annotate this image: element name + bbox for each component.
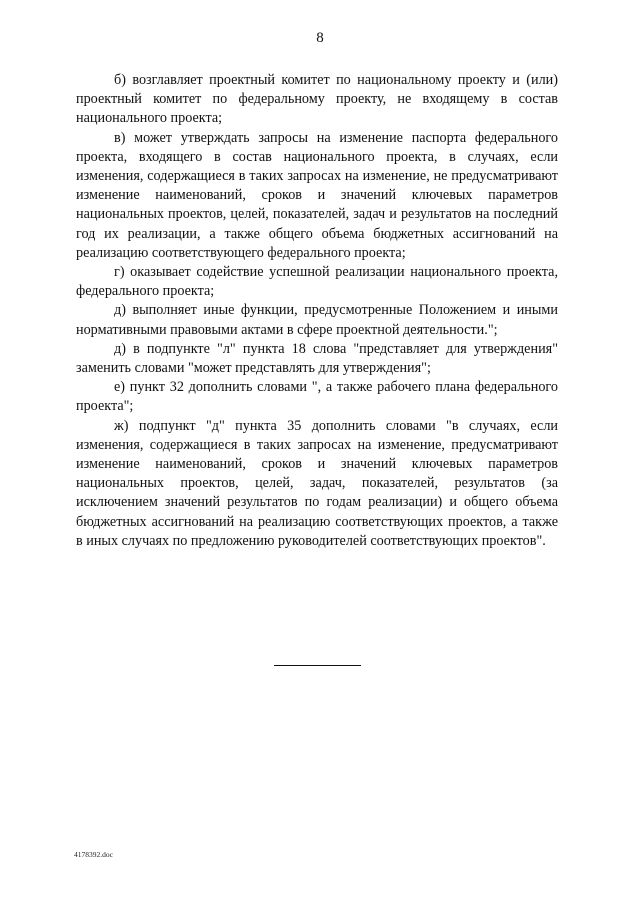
paragraph-zh: ж) подпункт "д" пункта 35 дополнить словами "в случаях, если изменения, содержащиеся в таких запросах на изменение, предусматривают изменение наименований, сроков и значений ключевых параметров национальных проектов, целей, задач, показателей, результатов (за исключением значений результатов по годам реализации) и общего объема бюджетных ассигнований на реализацию соответствующих проектов, а также в иных случаях по предложению руководителей соответствующих проектов". (76, 417, 558, 549)
file-reference: 4178392.doc (74, 850, 113, 859)
document-body (76, 71, 558, 551)
paragraph-v: в) может утверждать запросы на изменение паспорта федерального проекта, входящего в состав национального проекта, в случаях, если изменения, содержащиеся в таких запросах на изменение, не предусматривают изменение наименований, сроков и значений ключевых параметров национальных проектов, целей, показателей, задач и результатов на последний год их реализации, а также общего объема бюджетных ассигнований на реализацию соответствующего федерального проекта; (76, 129, 558, 261)
paragraph-d-functions: д) выполняет иные функции, предусмотренные Положением и иными нормативными правовыми актами в сфере проектной деятельности."; (76, 302, 558, 338)
end-separator-line (274, 665, 361, 666)
paragraph-e: е) пункт 32 дополнить словами ", а также рабочего плана федерального проекта"; (76, 379, 558, 415)
paragraph-d-amendment: д) в подпункте "л" пункта 18 слова "представляет для утверждения" заменить словами "может представлять для утверждения"; (76, 340, 558, 377)
page-number: 8 (316, 30, 324, 46)
paragraph-g: г) оказывает содействие успешной реализации национального проекта, федерального проекта; (76, 264, 558, 300)
paragraph-b: б) возглавляет проектный комитет по национальному проекту и (или) проектный комитет по федеральному проекту, не входящему в состав национального проекта; (76, 72, 558, 127)
